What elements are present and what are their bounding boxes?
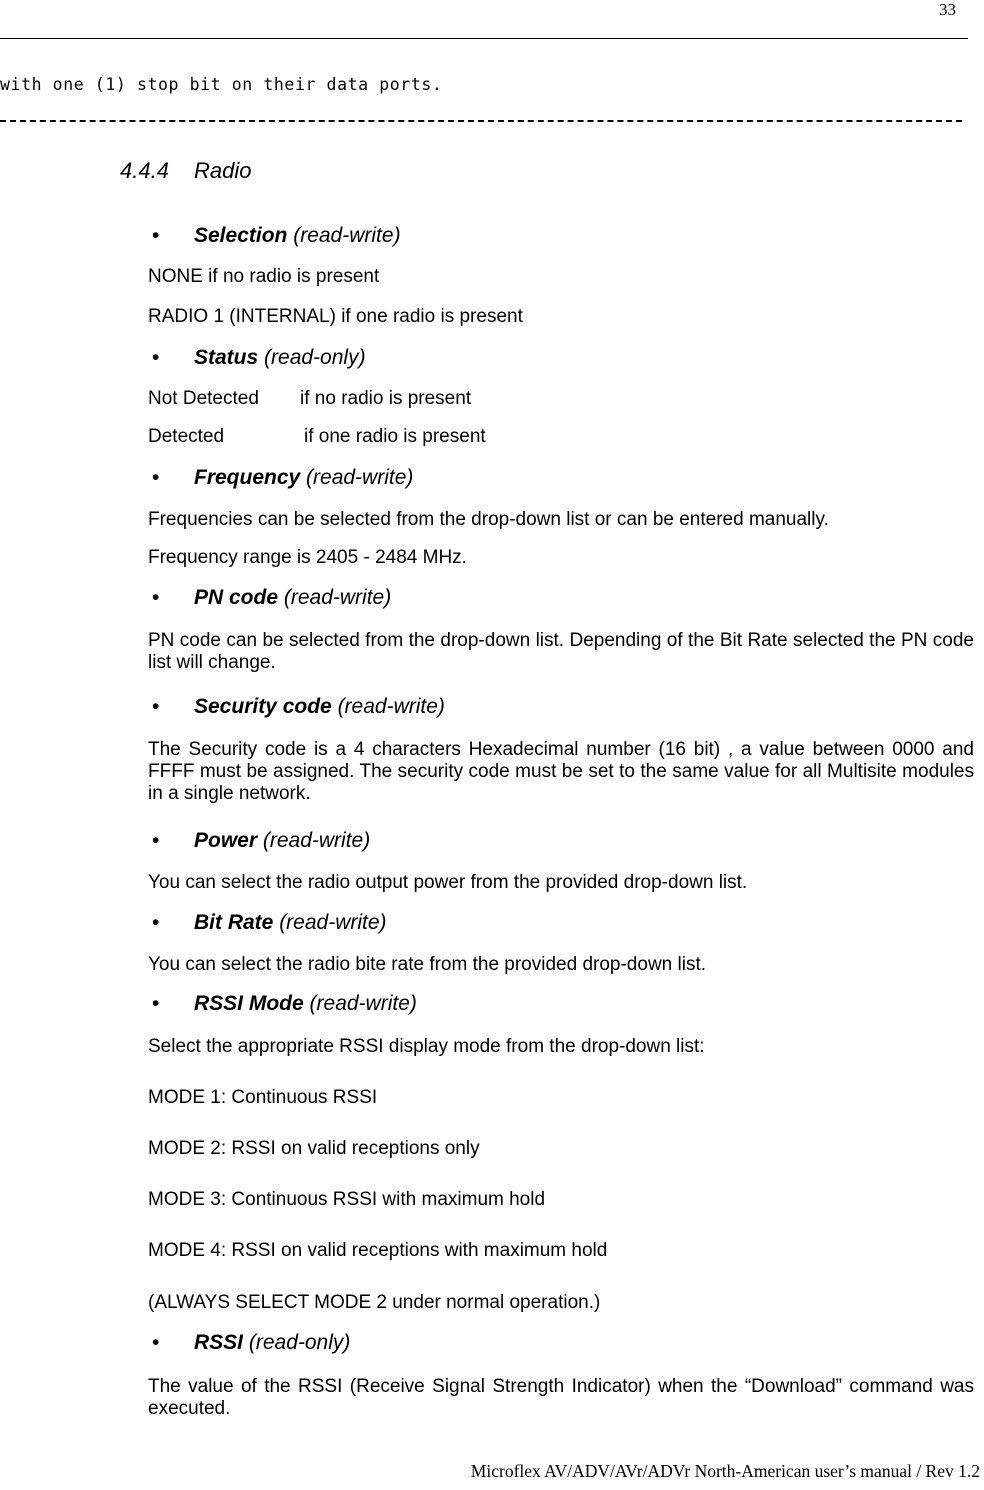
page-number: 33 — [939, 0, 956, 19]
dashed-separator — [0, 120, 962, 122]
bullet-dot: • — [152, 992, 160, 1015]
item-mode: (read-write) — [300, 466, 414, 489]
bullet-rssi — [152, 1331, 350, 1355]
power-description: You can select the radio output power from the provided drop-down list. — [148, 872, 748, 893]
bullet-bit-rate — [152, 911, 387, 935]
section-heading — [120, 158, 251, 184]
status-value: Not Detected — [148, 388, 259, 409]
bullet-security-code — [152, 695, 445, 719]
item-mode: (read-only) — [243, 1331, 351, 1354]
page-footer: Microflex AV/ADV/AVr/ADVr North-American user’s manual / Rev 1.2 — [470, 1461, 980, 1481]
header-rule — [0, 38, 968, 39]
rssi-mode-note: (ALWAYS SELECT MODE 2 under normal operation.) — [148, 1292, 601, 1313]
item-mode: (read-write) — [287, 224, 401, 247]
rssi-mode-1: MODE 1: Continuous RSSI — [148, 1087, 378, 1108]
section-title: Radio — [194, 158, 252, 183]
rssi-mode-intro: Select the appropriate RSSI display mode from the drop-down list: — [148, 1036, 705, 1057]
frequency-line-2: Frequency range is 2405 - 2484 MHz. — [148, 547, 467, 568]
item-mode: (read-write) — [278, 586, 392, 609]
item-term: Power — [194, 829, 258, 852]
bullet-dot: • — [152, 224, 160, 247]
status-row-2 — [148, 426, 486, 448]
bullet-selection — [152, 224, 401, 248]
rssi-mode-3: MODE 3: Continuous RSSI with maximum hold — [148, 1189, 546, 1210]
item-term: Bit Rate — [194, 911, 274, 934]
security-code-description: The Security code is a 4 characters Hexadecimal number (16 bit) , a value between 0000 and FFFF must be assigned. The security code must be set to the same value for all Multisite modules in a single network. — [148, 739, 974, 804]
item-term: Frequency — [194, 466, 301, 489]
item-mode: (read-write) — [331, 695, 445, 718]
rssi-mode-2: MODE 2: RSSI on valid receptions only — [148, 1138, 480, 1159]
bullet-rssi-mode — [152, 992, 417, 1016]
selection-line-1: NONE if no radio is present — [148, 266, 380, 287]
bullet-pn-code — [152, 586, 391, 610]
item-mode: (read-write) — [303, 992, 417, 1015]
selection-line-2: RADIO 1 (INTERNAL) if one radio is present — [148, 306, 523, 327]
bullet-dot: • — [152, 346, 160, 369]
bullet-dot: • — [152, 586, 160, 609]
bullet-frequency — [152, 466, 413, 490]
bit-rate-description: You can select the radio bite rate from the provided drop-down list. — [148, 954, 707, 975]
bullet-dot: • — [152, 829, 160, 852]
bullet-power — [152, 829, 370, 853]
pn-code-description: PN code can be selected from the drop-down list. Depending of the Bit Rate selected the PN code list will change. — [148, 630, 974, 673]
rssi-mode-4: MODE 4: RSSI on valid receptions with maximum hold — [148, 1240, 608, 1261]
rssi-description: The value of the RSSI (Receive Signal Strength Indicator) when the “Download” command was executed. — [148, 1376, 974, 1419]
status-row-1 — [148, 388, 471, 410]
item-term: Security code — [194, 695, 332, 718]
item-term: RSSI — [194, 1331, 244, 1354]
item-term: PN code — [194, 586, 279, 609]
frequency-line-1: Frequencies can be selected from the drop-down list or can be entered manually. — [148, 509, 829, 530]
bullet-dot: • — [152, 911, 160, 934]
bullet-status — [152, 346, 366, 370]
item-mode: (read-write) — [273, 911, 387, 934]
status-desc: if one radio is present — [304, 426, 486, 447]
status-value: Detected — [148, 426, 225, 447]
bullet-dot: • — [152, 466, 160, 489]
item-term: Status — [194, 346, 259, 369]
bullet-dot: • — [152, 695, 160, 718]
section-number: 4.4.4 — [120, 158, 169, 183]
item-mode: (read-write) — [257, 829, 371, 852]
bullet-dot: • — [152, 1331, 160, 1354]
item-term: Selection — [194, 224, 288, 247]
continuation-text: with one (1) stop bit on their data ports. — [0, 75, 443, 94]
status-desc: if no radio is present — [300, 388, 472, 409]
item-term: RSSI Mode — [194, 992, 304, 1015]
item-mode: (read-only) — [258, 346, 366, 369]
